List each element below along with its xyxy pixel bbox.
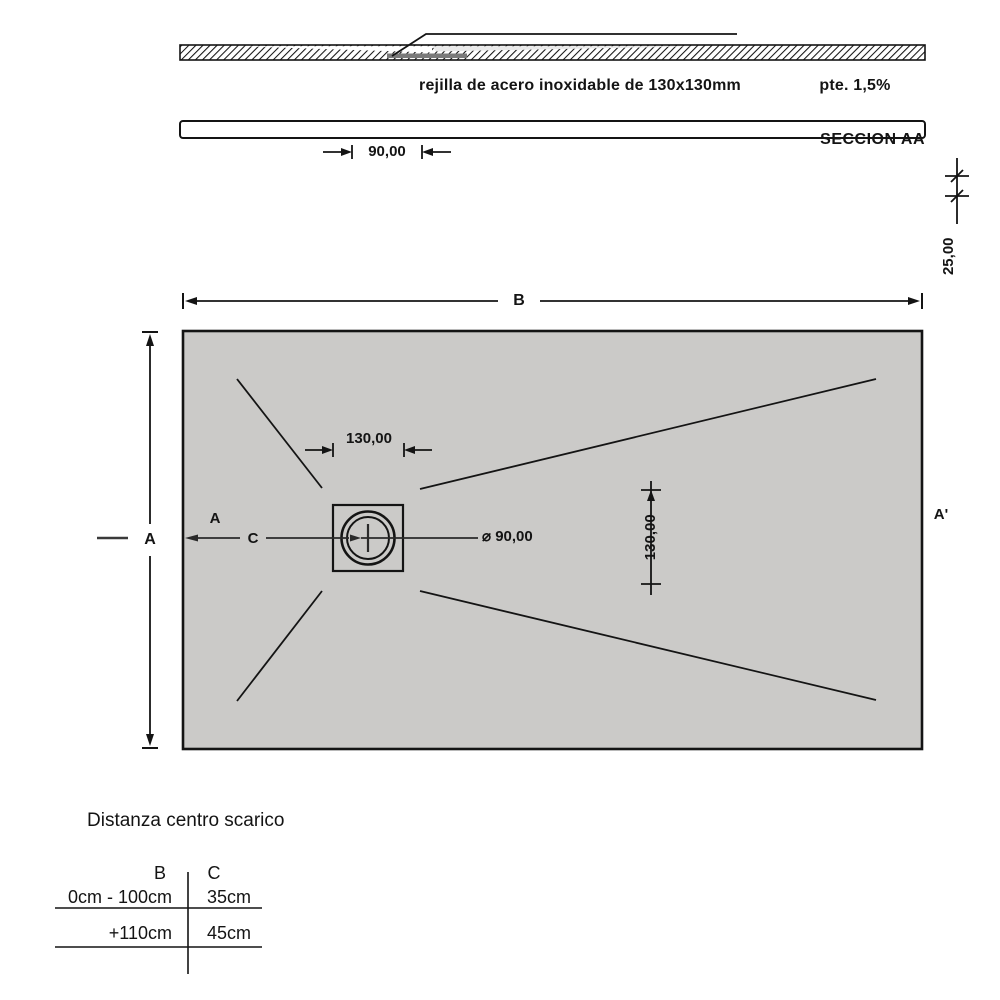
table-col-header-B: B xyxy=(153,863,166,883)
plan-width-dimension-B xyxy=(183,293,922,309)
section-cut-start-label: A xyxy=(209,510,221,527)
table-col-header-C: C xyxy=(207,863,221,883)
section-drain-width-dim-text: 90,00 xyxy=(368,143,406,160)
plan-width-label-B: B xyxy=(513,292,525,309)
section-cut-end-label: A' xyxy=(933,506,949,523)
grate-note-label: rejilla de acero inoxidable de 130x130mm xyxy=(419,77,741,94)
drain-offset-label-C: C xyxy=(247,530,259,547)
section-thickness-dim-text: 25,00 xyxy=(939,237,957,276)
plan-height-label-A: A xyxy=(144,531,156,548)
table-row2-range: +110cm xyxy=(108,923,172,943)
plan-drain-diameter-dim-text: ⌀ 90,00 xyxy=(482,528,533,545)
table-row1-range: 0cm - 100cm xyxy=(67,887,172,907)
plan-drain-size-dim-horizontal-text: 130,00 xyxy=(346,430,392,447)
plan-drain-size-dim-vertical-text: 130,00 xyxy=(641,514,659,561)
table-row1-value: 35cm xyxy=(206,887,251,907)
section-view-label: SECCION AA xyxy=(820,131,925,148)
table-title: Distanza centro scarico xyxy=(87,810,285,831)
section-view-cut-bar xyxy=(180,34,925,60)
section-thickness-dimension xyxy=(945,158,969,224)
table-row2-value: 45cm xyxy=(206,923,251,943)
slope-label: pte. 1,5% xyxy=(819,77,891,94)
